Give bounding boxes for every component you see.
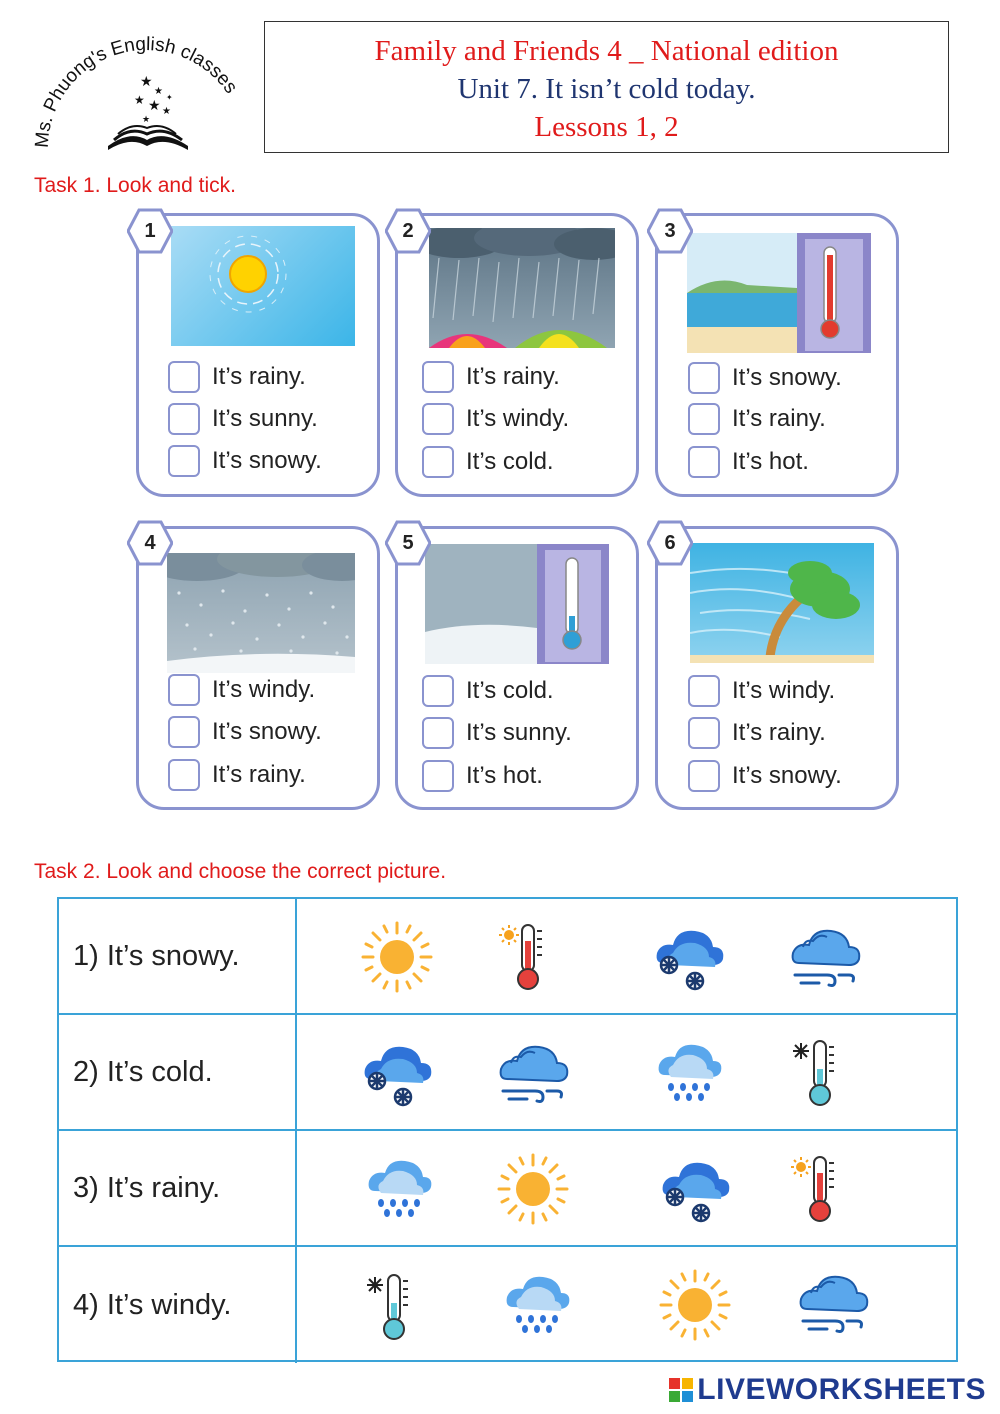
card-number: 1 [144, 220, 156, 242]
sunny-sky-image [171, 226, 355, 346]
svg-text:★: ★ [134, 93, 145, 107]
checkbox[interactable] [168, 759, 200, 791]
checkbox[interactable] [168, 445, 200, 477]
checkbox[interactable] [688, 403, 720, 435]
checkbox[interactable] [688, 760, 720, 792]
unit-title: Unit 7. It isn’t cold today. [457, 73, 756, 105]
task2-title: Task 2. Look and choose the correct picture. [34, 860, 447, 883]
lessons-title: Lessons 1, 2 [534, 111, 679, 143]
table-row [59, 1015, 956, 1131]
option-label: It’s hot. [466, 762, 543, 789]
option-label: It’s sunny. [212, 405, 318, 432]
book-title: Family and Friends 4 _ National edition [374, 35, 839, 67]
liveworksheets-brand [669, 1372, 986, 1408]
cold-thermometer-icon[interactable] [355, 1269, 431, 1345]
sun-icon[interactable] [495, 1151, 571, 1227]
option-label: It’s rainy. [466, 363, 560, 390]
checkbox[interactable] [688, 362, 720, 394]
wind-cloud-icon[interactable] [495, 1035, 571, 1111]
snow-cloud-icon[interactable] [657, 1151, 733, 1227]
row-label: 3) It’s rainy. [59, 1131, 297, 1245]
card-number: 5 [402, 532, 414, 554]
row-label: 1) It’s snowy. [59, 899, 297, 1013]
logo-text: Ms. Phuong's English classes [31, 33, 242, 149]
option-checkbox[interactable] [688, 444, 809, 480]
brand-text: LIVEWORKSHEETS [697, 1373, 986, 1406]
checkbox[interactable] [422, 446, 454, 478]
card-5-badge [385, 520, 431, 571]
option-checkbox[interactable] [168, 443, 322, 479]
sun-icon[interactable] [657, 1267, 733, 1343]
snowfall-image [167, 553, 355, 673]
option-label: It’s cold. [466, 677, 554, 704]
option-checkbox[interactable] [688, 401, 826, 437]
row-label: 4) It’s windy. [59, 1247, 297, 1363]
card-4-badge [127, 520, 173, 571]
checkbox[interactable] [688, 675, 720, 707]
rain-cloud-icon[interactable] [651, 1035, 727, 1111]
wind-cloud-icon[interactable] [787, 919, 863, 995]
liveworksheets-logo-icon [669, 1378, 693, 1402]
option-checkbox[interactable] [168, 359, 306, 395]
card-number: 4 [144, 532, 156, 554]
option-label: It’s windy. [212, 676, 316, 703]
cold-thermometer-icon[interactable] [781, 1035, 857, 1111]
option-checkbox[interactable] [168, 714, 322, 750]
option-checkbox[interactable] [422, 758, 543, 794]
checkbox[interactable] [422, 717, 454, 749]
wind-cloud-icon[interactable] [795, 1265, 871, 1341]
svg-text:★: ★ [162, 106, 171, 117]
checkbox[interactable] [168, 361, 200, 393]
option-checkbox[interactable] [168, 757, 306, 793]
svg-text:★: ★ [148, 97, 161, 113]
snow-cloud-icon[interactable] [359, 1035, 435, 1111]
svg-text:★: ★ [154, 86, 163, 97]
option-checkbox[interactable] [688, 715, 826, 751]
option-checkbox[interactable] [422, 401, 569, 437]
beach-thermometer-image [687, 233, 871, 353]
option-label: It’s sunny. [466, 719, 572, 746]
rain-cloud-icon[interactable] [499, 1267, 575, 1343]
hot-thermometer-icon[interactable] [489, 919, 565, 995]
option-checkbox[interactable] [422, 715, 572, 751]
task2-table [57, 897, 958, 1362]
option-label: It’s cold. [466, 448, 554, 475]
option-label: It’s rainy. [212, 761, 306, 788]
card-2-badge [385, 208, 431, 259]
hot-thermometer-icon[interactable] [781, 1151, 857, 1227]
card-number: 6 [664, 532, 676, 554]
card-1-badge [127, 208, 173, 259]
checkbox[interactable] [422, 403, 454, 435]
option-label: It’s rainy. [732, 719, 826, 746]
svg-text:★: ★ [142, 114, 151, 124]
checkbox[interactable] [168, 403, 200, 435]
checkbox[interactable] [422, 361, 454, 393]
option-label: It’s snowy. [212, 718, 322, 745]
rain-umbrellas-image [429, 228, 615, 348]
option-checkbox[interactable] [422, 673, 554, 709]
checkbox[interactable] [168, 716, 200, 748]
option-checkbox[interactable] [688, 360, 842, 396]
task1-title: Task 1. Look and tick. [34, 174, 236, 197]
table-row [59, 1247, 956, 1363]
option-checkbox[interactable] [422, 444, 554, 480]
svg-text:★: ★ [140, 73, 153, 89]
option-label: It’s snowy. [212, 447, 322, 474]
snow-cloud-icon[interactable] [651, 919, 727, 995]
card-3-badge [647, 208, 693, 259]
checkbox[interactable] [688, 717, 720, 749]
windy-palm-image [690, 543, 874, 663]
option-checkbox[interactable] [168, 401, 318, 437]
snow-thermometer-image [425, 544, 609, 664]
option-label: It’s rainy. [212, 363, 306, 390]
sun-icon[interactable] [359, 919, 435, 995]
row-label: 2) It’s cold. [59, 1015, 297, 1129]
option-checkbox[interactable] [688, 673, 835, 709]
checkbox[interactable] [422, 760, 454, 792]
table-row [59, 899, 956, 1015]
checkbox[interactable] [422, 675, 454, 707]
option-label: It’s rainy. [732, 405, 826, 432]
table-row [59, 1131, 956, 1247]
option-label: It’s windy. [732, 677, 836, 704]
option-label: It’s windy. [466, 405, 570, 432]
option-label: It’s snowy. [732, 762, 842, 789]
svg-text:✦: ✦ [166, 93, 173, 102]
option-label: It’s snowy. [732, 364, 842, 391]
option-label: It’s hot. [732, 448, 809, 475]
rain-cloud-icon[interactable] [361, 1151, 437, 1227]
card-number: 2 [402, 220, 414, 242]
checkbox[interactable] [168, 674, 200, 706]
option-checkbox[interactable] [168, 672, 315, 708]
option-checkbox[interactable] [688, 758, 842, 794]
card-6-badge [647, 520, 693, 571]
option-checkbox[interactable] [422, 359, 560, 395]
checkbox[interactable] [688, 446, 720, 478]
card-number: 3 [664, 220, 676, 242]
